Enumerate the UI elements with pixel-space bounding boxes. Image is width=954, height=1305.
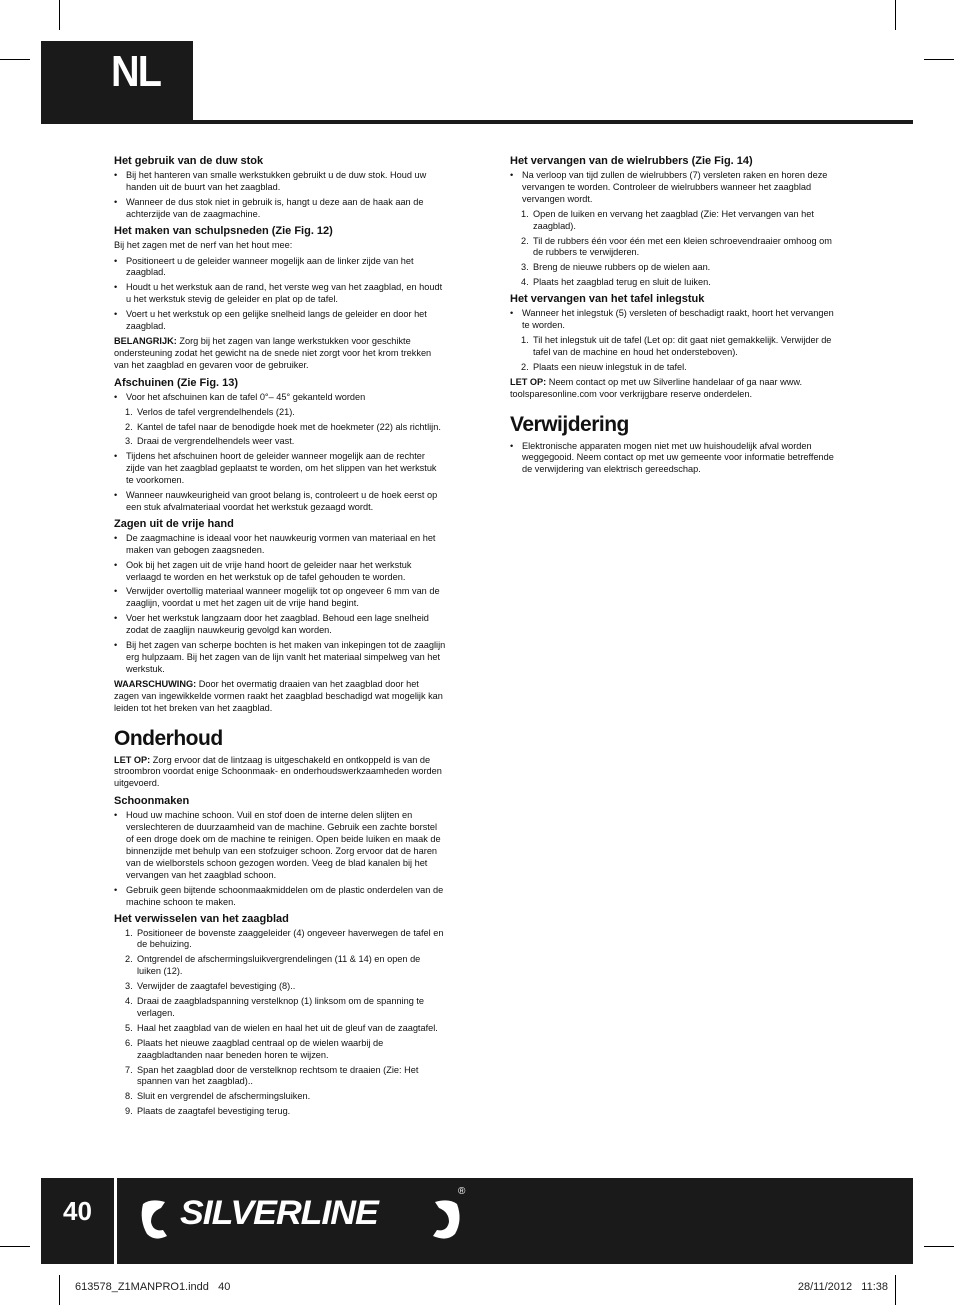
numbered-item — [114, 436, 446, 448]
section-heading: Schoonmaken — [114, 795, 190, 808]
numbered-item — [114, 1065, 446, 1089]
crop-mark — [924, 59, 954, 60]
step-text: Til het inlegstuk uit de tafel (Let op: dit gaat niet gemakkelijk. Verwijder de tafel van de machine en houd het ondersteboven). — [533, 334, 832, 357]
bullet-list — [510, 441, 842, 477]
numbered-item — [510, 209, 842, 233]
section-heading: Het vervangen van de wielrubbers (Zie Fig. 14) — [510, 155, 753, 167]
note-text: Neem contact op met uw Silverline handelaar of ga naar www. toolsparesonline.com voor verkrijgbare reserve onderdelen. — [510, 376, 803, 399]
step-text: Kantel de tafel naar de benodigde hoek met de hoekmeter (22) als richtlijn. — [137, 421, 441, 432]
step-number: 4. — [125, 996, 133, 1007]
numbered-item — [510, 335, 842, 359]
numbered-item — [510, 362, 842, 374]
header-rule — [41, 120, 913, 124]
section-title: Onderhoud — [114, 726, 223, 750]
numbered-item — [114, 1038, 446, 1062]
crop-mark — [895, 1275, 896, 1305]
step-text: Ontgrendel de afschermingsluikvergrendelingen (11 & 14) en open de luiken (12). — [137, 954, 421, 977]
section-title: Verwijdering — [510, 412, 629, 436]
step-number: 2. — [125, 954, 133, 965]
note-label: LET OP: — [510, 376, 547, 387]
paragraph: Bij het zagen met de nerf van het hout mee: — [114, 239, 293, 250]
note-text: Zorg bij het zagen van lange werkstukken voor geschikte ondersteuning zodat het gewicht na de snede niet zorgt voor het krom trekken van het zaagblad en gevaren voor de gebruiker. — [114, 335, 432, 370]
bullet-list — [114, 810, 446, 908]
numbered-item — [510, 262, 842, 274]
language-tab — [41, 41, 193, 123]
numbered-list — [114, 407, 446, 449]
step-number: 1. — [521, 208, 529, 219]
section-heading: Het vervangen van het tafel inlegstuk — [510, 293, 705, 306]
step-number: 2. — [521, 361, 529, 372]
print-date-info: 28/11/2012 11:38 — [797, 1281, 888, 1293]
bullet-list — [114, 451, 446, 514]
step-number: 8. — [125, 1091, 133, 1102]
step-text: Verlos de tafel vergrendelhendels (21). — [137, 406, 295, 417]
step-text: Span het zaagblad door de verstelknop rechtsom te draaien (Zie: Het spannen van het zaagblad).. — [137, 1064, 419, 1087]
left-column — [114, 152, 446, 1121]
bullet-item: • Verwijder overtollig materiaal wanneer mogelijk tot op ongeveer 6 mm van de zaaglijn, voordat u met het zagen uit de vrije hand begint. — [114, 586, 446, 610]
footer-bar — [41, 1178, 913, 1264]
bullet-item: • Wanneer nauwkeurigheid van groot belang is, controleert u de hoek eerst op een stuk afvalmateriaal voordat het werkstuk gezaagd wordt. — [114, 490, 446, 514]
step-number: 1. — [125, 927, 133, 938]
bullet-item: • Na verloop van tijd zullen de wielrubbers (7) versleten raken en horen deze vervangen te worden. Controleer de wielrubbers wanneer het zaagblad vervangen wordt. — [510, 170, 842, 206]
bullet-item: • Voor het afschuinen kan de tafel 0°– 45° gekanteld worden — [114, 392, 446, 404]
numbered-list — [510, 209, 842, 289]
bullet-list — [114, 392, 446, 404]
step-text: Plaats de zaagtafel bevestiging terug. — [137, 1106, 291, 1117]
right-column — [510, 152, 842, 479]
step-text: Til de rubbers één voor één met een kleien schroevendraaier omhoog om de rubbers te verwijderen. — [533, 235, 832, 258]
bullet-item: • Positioneert u de geleider wanneer mogelijk aan de linker zijde van het zaagblad. — [114, 256, 446, 280]
bullet-item: • Wanneer de dus stok niet in gebruik is, hangt u deze aan de haak aan de achterzijde van de zaagmachine. — [114, 197, 446, 221]
bullet-list — [510, 170, 842, 206]
step-text: Plaats het nieuwe zaagblad centraal op de wielen waarbij de zaagbladtanden naar beneden horen te wijzen. — [137, 1037, 384, 1060]
section-heading: Afschuinen (Zie Fig. 13) — [114, 376, 239, 389]
bullet-item: • De zaagmachine is ideaal voor het nauwkeurig vormen van materiaal en het maken van gebogen zaagsneden. — [114, 533, 446, 557]
numbered-item — [114, 1106, 446, 1118]
numbered-item — [114, 1091, 446, 1103]
step-text: Draai de zaagbladspanning verstelknop (1) linksom om de spanning te verlagen. — [137, 996, 425, 1018]
footer-divider — [114, 1178, 117, 1264]
bullet-item: • Ook bij het zagen uit de vrije hand hoort de geleider naar het werkstuk verlaagd te worden en het werkstuk op de tafel gehouden te worden. — [114, 560, 446, 584]
section-heading: Het maken van schulpsneden (Zie Fig. 12) — [114, 224, 333, 237]
step-number: 6. — [125, 1037, 133, 1048]
step-number: 1. — [521, 334, 529, 345]
step-text: Haal het zaagblad van de wielen en haal het uit de gleuf van de zaagtafel. — [137, 1022, 438, 1033]
note-text: Zorg ervoor dat de lintzaag is uitgeschakeld en ontkoppeld is van de stroombron voordat enige Schoonmaak- en onderhoudswerkzaamheden worden uitgevoerd. — [114, 754, 442, 789]
important-note — [114, 336, 446, 372]
numbered-list — [510, 335, 842, 374]
step-text: Breng de nieuwe rubbers op de wielen aan. — [533, 262, 711, 273]
step-text: Sluit en vergrendel de afschermingsluiken. — [137, 1091, 311, 1102]
bullet-item: • Bij het hanteren van smalle werkstukken gebruikt u de duw stok. Houd uw handen uit de buurt van het zaagblad. — [114, 170, 446, 194]
print-file-info: 613578_Z1MANPRO1.indd 40 — [75, 1281, 231, 1293]
bullet-item: • Tijdens het afschuinen hoort de geleider wanneer mogelijk aan de rechter zijde van het zaagblad geplaatst te worden, om het slippen van het werkstuk te voorkomen. — [114, 451, 446, 487]
step-number: 2. — [521, 235, 529, 246]
section-heading: Zagen uit de vrije hand — [114, 517, 234, 530]
numbered-item — [114, 954, 446, 978]
note-label: BELANGRIJK: — [114, 335, 177, 346]
caution-note — [510, 377, 842, 401]
brand-name: SILVERLINE — [180, 1194, 378, 1232]
step-number: 3. — [125, 981, 133, 992]
bullet-item: • Wanneer het inlegstuk (5) versleten of beschadigt raakt, hoort het vervangen te worden. — [510, 308, 842, 332]
section-heading: Het verwisselen van het zaagblad — [114, 912, 289, 925]
bullet-list — [114, 533, 446, 676]
crop-mark — [59, 1275, 60, 1305]
language-code: NL — [111, 47, 161, 96]
bullet-item: • Gebruik geen bijtende schoonmaakmiddelen om de plastic onderdelen van de machine schoon te maken. — [114, 885, 446, 909]
step-number: 5. — [125, 1022, 133, 1033]
step-number: 3. — [125, 436, 133, 447]
step-text: Plaats het zaagblad terug en sluit de luiken. — [533, 277, 711, 288]
numbered-list — [114, 928, 446, 1119]
warning-label: WAARSCHUWING: — [114, 678, 197, 689]
page-number: 40 — [63, 1196, 92, 1226]
bullet-item: • Houdt u het werkstuk aan de rand, het verste weg van het zaagblad, en houdt u het werkstuk stevig de geleider en plat op de tafel. — [114, 282, 446, 306]
crop-mark — [0, 59, 30, 60]
registered-mark: ® — [458, 1186, 466, 1197]
bullet-list — [114, 170, 446, 221]
bullet-item: • Houd uw machine schoon. Vuil en stof doen de interne delen slijten en verslechteren de duurzaamheid van de machine. Gebruik een zachte borstel of een droge doek om de machine te reinigen. Open beide luiken en maak de binnenzijde met behulp van een stofzuiger schoon. Zorg ervoor dat de haren van de wielborstels schoon gezogen worden. Veeg de blad kanalen bij het vervangen van het zaagblad schoon. — [114, 810, 446, 881]
step-number: 4. — [521, 277, 529, 288]
brand-logo — [137, 1186, 467, 1250]
warning-text: Door het overmatig draaien van het zaagblad door het zagen van ingewikkelde vormen raakt het zaagblad beschadigd wat mogelijk kan leiden tot het breken van het zaagblad. — [114, 678, 443, 713]
crop-mark — [924, 1246, 954, 1247]
step-number: 7. — [125, 1064, 133, 1075]
step-number: 3. — [521, 262, 529, 273]
section-heading: Het gebruik van de duw stok — [114, 155, 264, 167]
warning-note — [114, 679, 446, 715]
step-text: Verwijder de zaagtafel bevestiging (8).. — [137, 981, 296, 992]
numbered-item — [510, 236, 842, 260]
step-number: 1. — [125, 406, 133, 417]
step-text: Open de luiken en vervang het zaagblad (Zie: Het vervangen van het zaagblad). — [533, 208, 814, 231]
crop-mark — [895, 0, 896, 30]
bullet-item: • Voert u het werkstuk op een gelijke snelheid langs de geleider en door het zaagblad. — [114, 309, 446, 333]
numbered-item — [114, 407, 446, 419]
step-text: Draai de vergrendelhendels weer vast. — [137, 436, 295, 447]
numbered-item — [114, 996, 446, 1020]
note-label: LET OP: — [114, 754, 151, 765]
numbered-item — [114, 981, 446, 993]
bullet-item: • Voer het werkstuk langzaam door het zaagblad. Behoud een lage snelheid zodat de zaaglijn nauwkeurig gevolgd kan worden. — [114, 613, 446, 637]
numbered-item — [114, 928, 446, 952]
step-number: 9. — [125, 1106, 133, 1117]
bullet-list — [510, 308, 842, 332]
bullet-item: • Bij het zagen van scherpe bochten is het maken van inkepingen tot de zaaglijn erg hulpzaam. Bij het zagen van de lijn vanlt het materiaal simpelweg van het werkstuk. — [114, 640, 446, 676]
step-number: 2. — [125, 421, 133, 432]
caution-note — [114, 755, 446, 791]
bullet-list — [114, 256, 446, 333]
numbered-item — [114, 1023, 446, 1035]
numbered-item — [114, 422, 446, 434]
crop-mark — [59, 0, 60, 30]
step-text: Positioneer de bovenste zaaggeleider (4) ongeveer haverwegen de tafel en de behuizing. — [137, 927, 444, 950]
step-text: Plaats een nieuw inlegstuk in de tafel. — [533, 361, 687, 372]
crop-mark — [0, 1246, 30, 1247]
numbered-item — [510, 277, 842, 289]
bullet-item: • Elektronische apparaten mogen niet met uw huishoudelijk afval worden weggegooid. Neem contact op met uw gemeente voor informatie betreffende de verwijdering van elektrisch gereedschap. — [510, 441, 842, 477]
